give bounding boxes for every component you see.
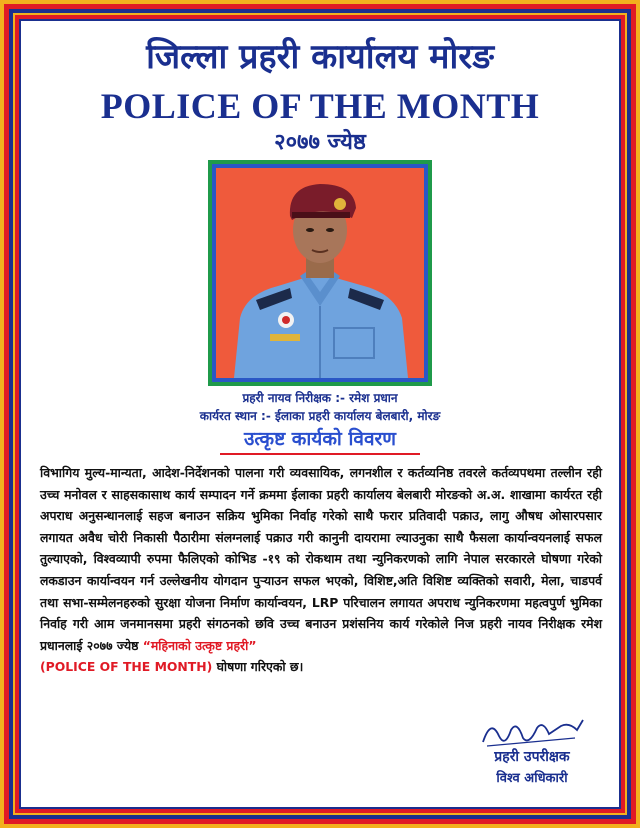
award-title-nepali: “महिनाको उत्कृष्ट प्रहरी”: [142, 637, 257, 653]
officer-photo-frame: [208, 160, 432, 386]
main-title: POLICE OF THE MONTH: [100, 86, 540, 126]
officer-portrait-illustration: [216, 168, 424, 378]
month-date: २०७७ ज्येष्ठ: [274, 130, 366, 155]
section-heading: उत्कृष्ट कार्यको विवरण: [243, 428, 397, 450]
officer-rank-name: प्रहरी नायव निरीक्षक :- रमेश प्रधान: [242, 391, 398, 405]
citation-paragraph: [40, 462, 602, 678]
heading-underline: [220, 453, 420, 455]
citation-text: विभागिय मुल्य-मान्यता, आदेश-निर्देशनको पालना गरी व्यवसायिक, लगनशील र कर्तव्यनिष्ठ तवरले कर्तव्यपथमा तल्लीन रही उच्च मनोवल र साहसकासाथ कार्य सम्पादन गर्ने क्रममा ईलाका प्रहरी कार्यालय बेलबारी मोरङको अ.अ. शाखामा कार्यरत रही अपराध अनुसन्धानलाई सहज बनाउन सक्रिय भुमिका निर्वाह गरेको साथै फरार प्रतिवादी पक्राउ, लागु औषध ओसारपसार लगायत अवैध चोरी निकासी पैठारीमा संलग्नलाई पक्राउ गरी कानुनी दायरामा ल्याउनुका साथै फैसला कार्यान्वयनलाई सफल तुल्याएको, विश्वव्यापी रुपमा फैलिएको कोभिड -१९ को रोकथाम तथा न्युनिकरणको लागि नेपाल सरकारले घोषणा गरेको लकडाउन कार्यान्वयन गर्न उल्लेखनीय योगदान पुऱ्याउन सफल भएको, विशिष्ट,अति विशिष्ट व्यक्तिको सवारी, मेला, चाडपर्व तथा सभा-सम्मेलनहरुको सुरक्षा योजना निर्माण कार्यान्वयन, LRP परिचालन लगायत अपराध न्युनिकरणमा महत्वपुर्ण भुमिका निर्वाह गरी आम जनमानसमा प्रहरी संगठनको छवि उच्च बनाउन प्रशंसनिय कार्य गरेकोले निज प्रहरी नायव निरीक्षक रमेश प्रधानलाई २०७७ ज्येष्ठ: [40, 465, 602, 653]
signatory-name: विश्व अधिकारी: [496, 771, 568, 786]
officer-posting: कार्यरत स्थान :- ईलाका प्रहरी कार्यालय बेलबारी, मोरङ: [199, 409, 441, 423]
citation-ending: घोषणा गरिएको छ।: [212, 659, 304, 675]
office-title: जिल्ला प्रहरी कार्यालय मोरङ: [146, 37, 494, 77]
award-title-english: (POLICE OF THE MONTH): [40, 659, 213, 675]
officer-photo: [216, 168, 424, 378]
signatory-title: प्रहरी उपरीक्षक: [494, 749, 570, 765]
certificate-content: [22, 22, 618, 806]
